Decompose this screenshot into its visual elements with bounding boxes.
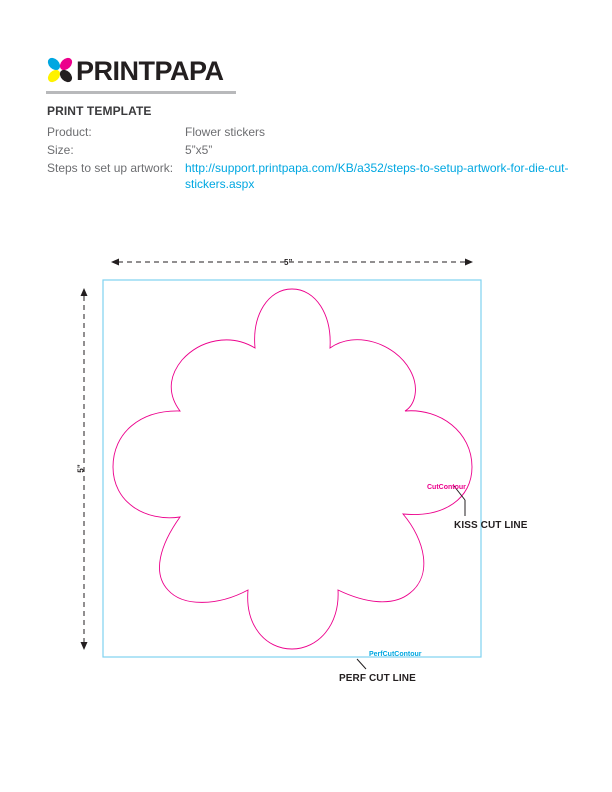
perf-cut-contour <box>103 280 481 657</box>
product-label: Product: <box>47 125 92 139</box>
perf-cut-leader <box>357 659 366 669</box>
product-value: Flower stickers <box>185 125 266 139</box>
perf-cut-callout: PERF CUT LINE <box>339 673 416 684</box>
kiss-cut-flower <box>113 289 472 649</box>
height-label: 5” <box>76 464 86 473</box>
steps-label: Steps to set up artwork: <box>47 161 174 175</box>
size-label: Size: <box>47 143 74 157</box>
perf-cut-contour-label: PerfCutContour <box>369 651 422 658</box>
kiss-cut-callout: KISS CUT LINE <box>454 520 528 531</box>
width-label: 5” <box>284 258 293 267</box>
cut-contour-label: CutContour <box>427 484 466 491</box>
brand-name: PRINTPAPA <box>76 56 224 86</box>
steps-link[interactable]: http://support.printpapa.com/KB/a352/steps-to-setup-artwork-for-die-cut-stickers.aspx <box>185 161 569 191</box>
size-value: 5”x5” <box>185 143 213 157</box>
page-title: PRINT TEMPLATE <box>47 104 152 118</box>
